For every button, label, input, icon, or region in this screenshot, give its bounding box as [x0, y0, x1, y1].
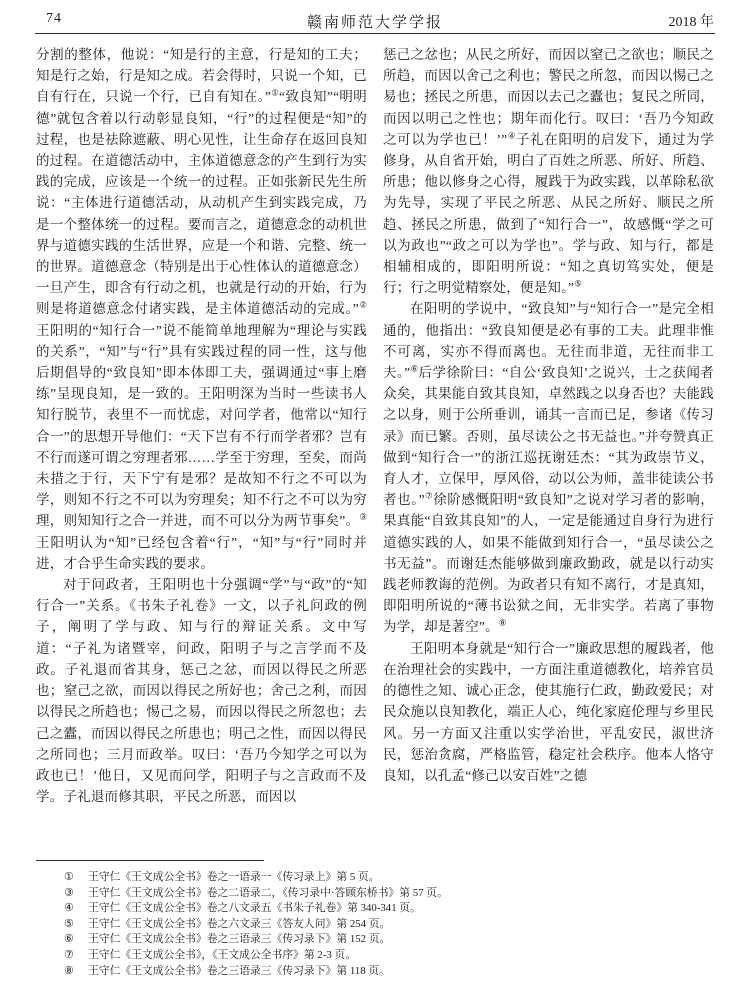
paragraph: 在阳明的学说中，“致良知”与“知行合一”是完全相通的，他指出：“致良知便是必有事的工夫。此理非惟不可离，实亦不得而离也。无往而非道，无往而非工夫。”⑥后学徐阶曰：“自公‘致良知’之说兴，士之获闻者众矣，其果能自致其良知，卓然践之以身否也？夫能践之以身，则于公所垂训，诵其一言而已足，参诸《传习录》而已繁。否则，虽尽读公之书无益也。”并夸赞真正做到“知行合一”的浙江巡抚谢廷杰：“其为政崇节义，育人才，立保甲，厚风俗，动以公为师，盖非徒读公书者也。”⑦徐阶感慨阳明“致良知”之说对学习者的影响，果真能“自致其良知”的人，一定是能通过自身行为进行道德实践的人，如果不能做到知行合一，“虽尽读公之书无益”。而谢廷杰能够做到廉政勤政，就是以行动实践老师教诲的范例。为政者只有知不离行，才是真知，即阳明所说的“薄书讼狱之间，无非实学。若离了事物为学，却是著空”。⑧ — [383, 301, 714, 635]
footnote-text: 王守仁《王文成公全书》卷之三语录三《传习录下》第 152 页。 — [88, 933, 391, 946]
paragraph: 对于问政者，王阳明也十分强调“学”与“政”的“知行合一”关系。《书朱子礼卷》一文，以子礼问政的例子，阐明了学与政、知与行的辩证关系。文中写道：“子礼为诸暨宰，问政，阳明子与之言学而不及政。子礼退而省其身，惩己之忿，而因以得民之所恶也；窒己之欲，而因以得民之所好也；舍己之利，而因以得民之所趋也；惕己之易，而因以得民之所忽也；去己之蠹，而因以得民之所患也；明己之性，而因以得民之所同也；三月而政举。叹曰：‘吾乃今知学之可以为政也已！’他日，又见而问学，阳明子与之言政而不及学。子礼退而修其职，平民之所恶，而因以 — [36, 577, 367, 805]
footnote-item — [36, 948, 716, 964]
paragraph: 惩己之忿也；从民之所好，而因以窒己之欲也；顺民之所趋，而因以舍己之利也；警民之所忽，而因以惕己之易也；拯民之所患，而因以去己之蠹也；复民之所同，而因以明己之性也；期年而化行。叹曰：‘吾乃今知政之可以为学也已！’”④子礼在阳明的启发下，通过为学修身，从自省开始，明白了百姓之所恶、所好、所趋、所患；他以修身之心得，履践于为政实践，以革除私欲为先导，实现了平民之所恶、从民之所好、顺民之所趋、拯民之所患，做到了“知行合一”，故感慨“学之可以为政也”“政之可以为学也”。学与政、知与行，都是相辅相成的，即阳明所说：“知之真切笃实处，便是行；行之明觉精察处，便是知。”⑤ — [383, 47, 714, 296]
footnote-marker: ④ — [64, 902, 74, 915]
footnotes-section — [36, 860, 716, 979]
footnote-marker: ③ — [64, 886, 74, 899]
paragraph: 分割的整体，他说：“知是行的主意，行是知的工夫；知是行之始，行是知之成。若会得时，只说一个知，已自有行在，只说一个行，已自有知在。”①“致良知”“明明德”就包含着以行动彰显良知，“行”的过程便是“知”的过程，也是祛除遮蔽、明心见性，让生命存在返回良知的过程。在道德活动中，主体道德意念的产生到行为实践的完成，应该是一个统一的过程。正如张新民先生所说：“主体进行道德活动，从动机产生到实践完成，乃是一个整体统一的过程。要而言之，道德意念的动机世界与道德实践的生活世界，应是一个和谐、完整、统一的世界。道德意念（特别是出于心性体认的道德意念）一旦产生，即含有行动之机，也就是行动的开始，行为则是将道德意念付诸实践，是主体道德活动的完成。”② 王阳明的“知行合一”说不能简单地理解为“理论与实践的关系”，“知”与“行”具有实践过程的同一性，这与他后期倡导的“致良知”即本体即工夫，强调通过“事上磨练”呈现良知，是一致的。王阳明深为当时一些读书人知行脱节，表里不一而忧虑，对问学者，他常以“知行合一”的思想开导他们：“天下岂有不行而学者邪？岂有不行而遂可谓之穷理者邪……学至于穷理，至矣，而尚未措之于行，天下宁有是邪？是故知不行之不可以为学，则知不行之不可以为穷理矣；知不行之不可以为穷理，则知知行之合一并进，而不可以分为两节事矣”。③ 王阳明认为“知”已经包含着“行”，“知”与“行”同时并进，才合乎生命实践的要求。 — [36, 47, 368, 571]
footnote-item — [36, 964, 716, 980]
paragraph: 王阳明本身就是“知行合一”廉政思想的履践者，他在治理社会的实践中，一方面注重道德教化，培养官员的德性之知、诚心正念，使其施行仁政，勤政爱民；对民众施以良知教化，端正人心，纯化家庭伦理与乡里民风。另一方面又注重以实学治世，平乱安民，淑世济民，惩治贪腐，严格监管，稳定社会秩序。他本人恪守良知，以孔孟“修己以安百姓”之德 — [383, 640, 714, 783]
article-body — [36, 44, 714, 807]
footnote-item — [36, 870, 716, 886]
left-column — [36, 44, 367, 807]
footnote-item — [36, 901, 716, 917]
footnote-text: 王守仁《王文成公全书》卷之一语录一《传习录上》第 5 页。 — [88, 871, 380, 883]
footnote-text: 王守仁《王文成公全书》卷之八文录五《书朱子礼卷》第 340-341 页。 — [88, 902, 421, 915]
header-rule — [35, 33, 715, 34]
footnote-marker: ⑧ — [64, 964, 74, 977]
footnote-text: 王守仁《王文成公全书》卷之六文录三《答友人问》第 254 页。 — [88, 917, 391, 930]
page-header — [36, 11, 714, 31]
publication-year: 2018 年 — [668, 15, 714, 30]
footnote-item — [36, 886, 716, 902]
footnote-marker: ⑦ — [64, 948, 74, 961]
footnote-marker: ① — [64, 871, 74, 883]
page-number: 74 — [46, 11, 62, 26]
footnote-text: 王守仁《王文成公全书》卷之三语录三《传习录下》第 118 页。 — [88, 964, 390, 977]
footnote-marker: ⑥ — [64, 933, 74, 946]
footnote-item — [36, 917, 716, 933]
footnote-text: 王守仁《王文成公全书》，《王文成公全书序》第 2-3 页。 — [88, 948, 357, 961]
footnote-marker: ⑤ — [64, 917, 74, 930]
right-column — [383, 44, 714, 807]
journal-title: 赣南师范大学学报 — [306, 14, 443, 31]
footnote-divider — [36, 860, 264, 861]
footnote-text: 王守仁《王文成公全书》卷之二语录二，《传习录中·答顾东桥书》第 57 页。 — [88, 886, 448, 899]
footnote-item — [36, 932, 716, 948]
